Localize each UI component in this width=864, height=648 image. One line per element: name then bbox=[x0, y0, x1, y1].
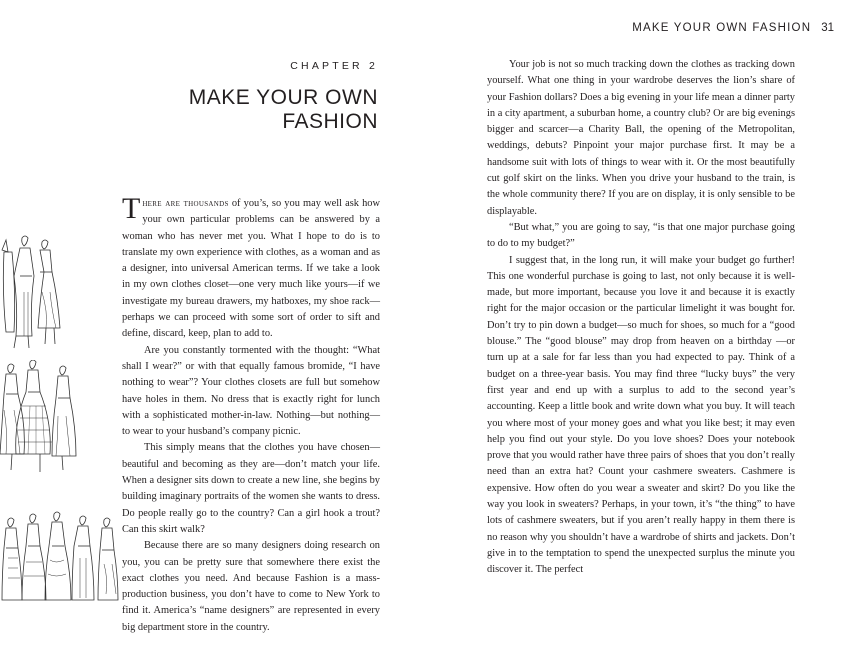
dress-sketch-bottom bbox=[0, 510, 122, 610]
opening-paragraph-text: of you’s, so you may well ask how your own particular problems can be answered by a woman who has never met you. What I hope to do is to translate my own experience with clothes, as a woman and as a designer, into universal American terms. If we take a look in my own clothes closet—one very much like yours—if we investigate my bureau drawers, my hatboxes, my shoe rack—perhaps we can proceed with some sort of order to sift and define, discard, keep, plan to add to. bbox=[122, 198, 381, 340]
chapter-title: MAKE YOUR OWN FASHION bbox=[188, 86, 378, 133]
left-body-text bbox=[122, 192, 381, 636]
paragraph: I suggest that, in the long run, it will make your budget go further! This one wonderful purchase is going to last, not only because it is well-made, but more important, because you love it and because it is exactly right for the major occasion or the particular limelight it was bought for. Don’t try to pin down a budget—so much for shoes, so much for a “good blouse.” The “good blouse” may drop from heaven on a birthday —or turn up at a sale for far less than you had expected to pay. Think of a budget on a three-year basis. You may find three “lucky buys” the very first year and end up with a surplus to add to the second year’s accounting. Keep a little book and write down what you buy. It will teach you where most of your money goes and what you like best; it may even help you find out your style. Do you love shoes? Does your notebook prove that you would rather have three pairs of shoes that you don’t really need than an extra hat? Count your cashmere sweaters. Cashmere is expensive. How often do you wear a sweater and skirt? Do you like the way you look in sweaters? Perhaps, in your town, it’s “the thing” to have lots of cashmere sweaters, but if you aren’t really happy in them there is no reason why you shouldn’t have a wardrobe of shirts and jackets. Don’t give in to the temptation to spend the unexpected surplus the minute you discover it. The perfect bbox=[487, 254, 795, 576]
running-head-title: MAKE YOUR OWN FASHION bbox=[632, 22, 812, 34]
chapter-label: CHAPTER 2 bbox=[290, 60, 378, 72]
right-body-text bbox=[487, 57, 795, 579]
page-number: 31 bbox=[821, 22, 834, 34]
lead-in: here are thousands bbox=[142, 198, 229, 209]
dress-sketch-top bbox=[0, 232, 62, 352]
paragraph: “But what,” you are going to say, “is that one major purchase going to do to my budget?” bbox=[487, 221, 795, 250]
paragraph: This simply means that the clothes you have chosen—beautiful and becoming as they are—don’t match your life. When a designer sits down to create a new line, she begins by building imaginary portraits of the women she wants to dress. Do people really go to the country? Can a girl hook a trout? Can this skirt walk? bbox=[122, 442, 380, 535]
opening-paragraph bbox=[122, 192, 381, 343]
drop-cap: T bbox=[122, 192, 141, 225]
paragraph: Your job is not so much tracking down the clothes as tracking down yourself. What one thing in your wardrobe deserves the lion’s share of your Fashion dollars? Does a big evening in your life mean a dinner party in a city apartment, a suburban home, a country club? Or are big evenings bigger and scarcer—a Charity Ball, the opening of the Metropolitan, weddings, debuts? Pinpoint your major purchase first. It may be a handsome suit with lots of things to wear with it. Or the most beautifully cut golf skirt on the links. When you drive your husband to the train, is the whole community there? If you are on display, it is only sensible to be displayable. bbox=[487, 59, 795, 217]
dress-sketch-middle bbox=[0, 360, 80, 480]
running-head bbox=[632, 22, 834, 34]
paragraph: Because there are so many designers doing research on you, you can be pretty sure that somewhere there exist the exact clothes you need. And because Fashion is a mass-production business, you don’t have to come to New York to find it. America’s “name designers” are represented in every big department store in the country. bbox=[122, 540, 380, 633]
paragraph: Are you constantly tormented with the thought: “What shall I wear?” or with that equally famous bromide, “I have nothing to wear”? Your clothes closets are full but somehow have holes in them. No dress that is exactly right for lunch with a sophisticated mother-in-law. Nothing—but nothing—to wear to your husband’s company picnic. bbox=[122, 344, 380, 438]
